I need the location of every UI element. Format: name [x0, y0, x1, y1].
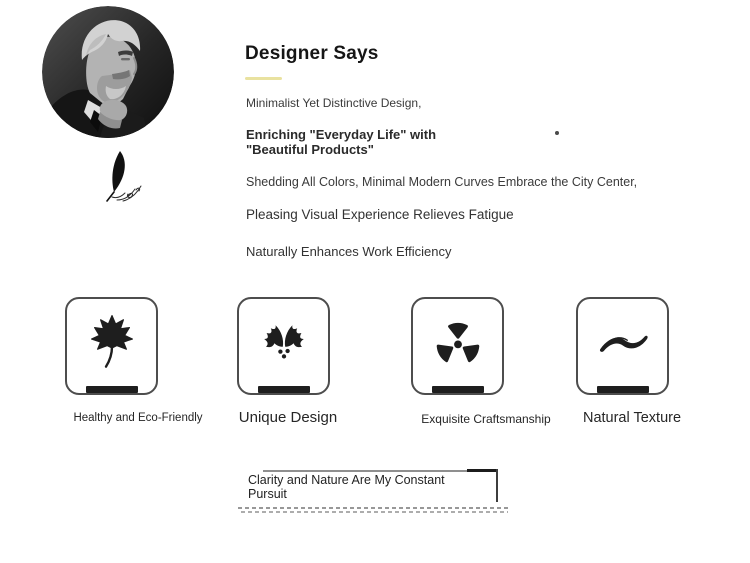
icon-base-bar — [258, 386, 310, 393]
feature-card-unique — [237, 297, 330, 395]
page-title: Designer Says — [245, 43, 379, 64]
designer-portrait-photo — [42, 6, 174, 138]
feature-label-eco: Healthy and Eco-Friendly — [73, 412, 203, 424]
feature-card-craftsmanship — [411, 297, 504, 395]
feature-label-craftsmanship: Exquisite Craftsmanship — [421, 412, 551, 426]
wave-swirl-icon — [593, 312, 653, 372]
icon-base-bar — [86, 386, 138, 393]
maple-leaf-icon — [82, 312, 142, 372]
quote-line-2: Enriching "Everyday Life" with "Beautiful Products" — [246, 127, 437, 158]
footer-quote: Clarity and Nature Are My Constant Pursuit — [248, 473, 445, 502]
title-accent-underline — [245, 77, 282, 80]
footer-hatch-texture — [238, 506, 508, 514]
designer-portrait-image — [42, 6, 174, 138]
quote-line-4: Pleasing Visual Experience Relieves Fatigue — [246, 207, 514, 222]
feature-card-texture — [576, 297, 669, 395]
footer-frame-line — [263, 470, 469, 472]
footer-corner-bracket-vertical — [496, 469, 498, 502]
feature-label-unique: Unique Design — [238, 409, 338, 426]
icon-base-bar — [597, 386, 649, 393]
feature-label-texture: Natural Texture — [582, 410, 682, 426]
quill-signature-icon — [92, 150, 148, 202]
icon-base-bar — [432, 386, 484, 393]
footer-corner-bracket-horizontal — [467, 469, 498, 472]
small-dot — [555, 131, 559, 135]
holly-leaves-icon — [254, 312, 314, 372]
quote-line-1: Minimalist Yet Distinctive Design, — [246, 96, 422, 110]
fan-blades-icon — [428, 312, 488, 372]
feature-card-eco — [65, 297, 158, 395]
quote-line-3: Shedding All Colors, Minimal Modern Curves Embrace the City Center, — [246, 175, 638, 189]
quote-line-5: Naturally Enhances Work Efficiency — [246, 244, 452, 259]
